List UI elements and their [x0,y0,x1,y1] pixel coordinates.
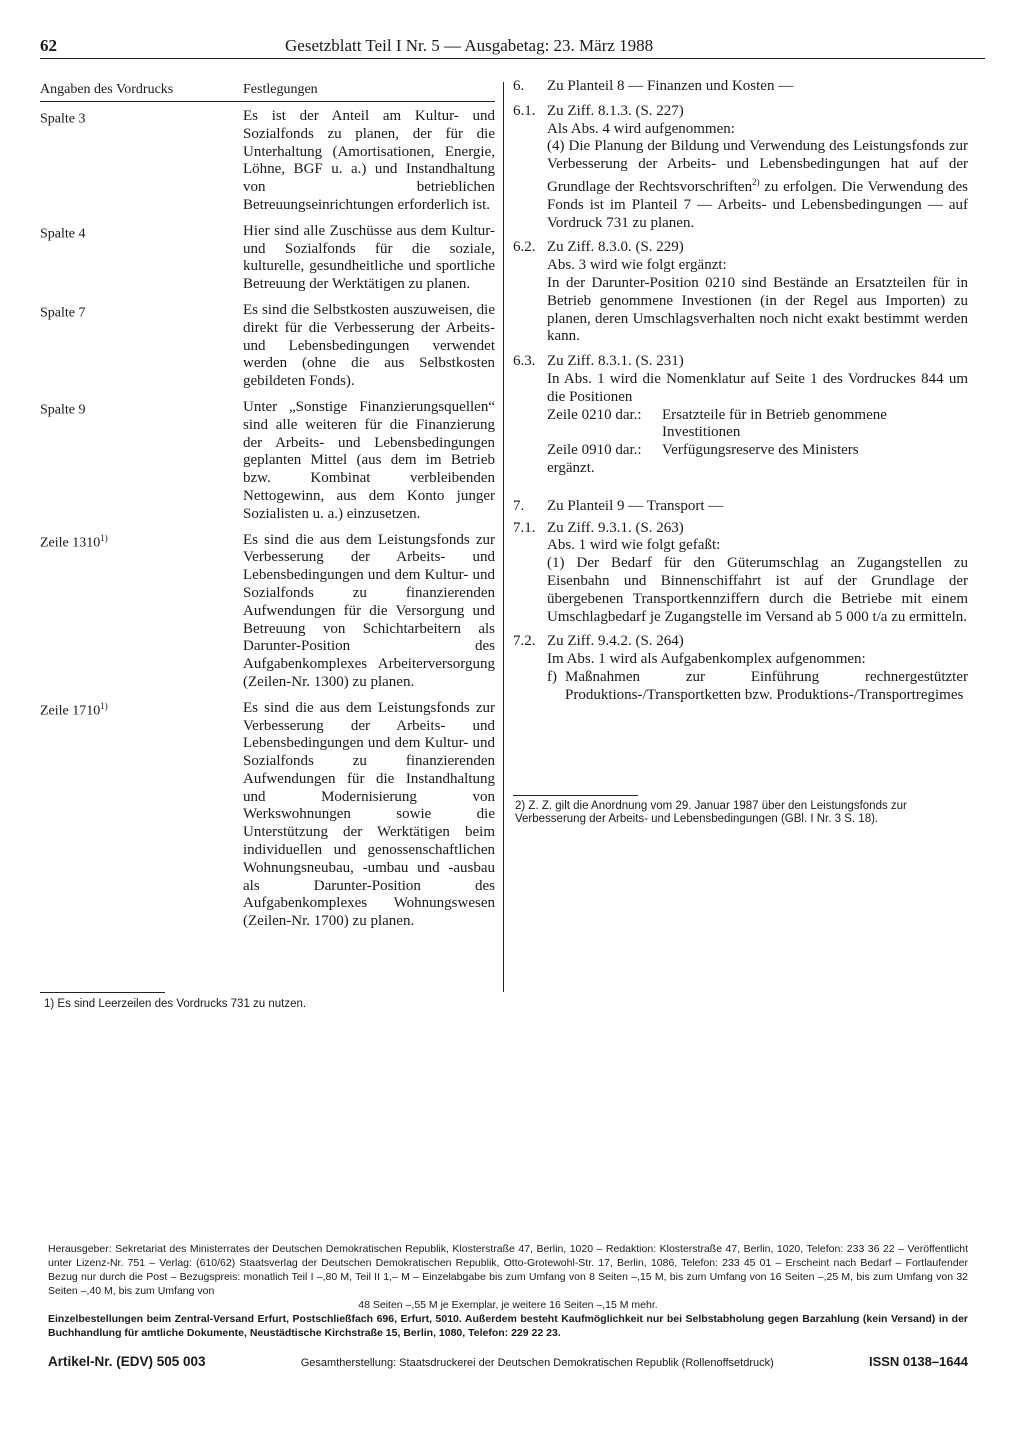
footnote: 1) Es sind Leerzeilen des Vordrucks 731 zu nutzen. [44,998,307,1010]
column-title-festlegungen: Festlegungen [243,82,318,97]
header-rule [40,58,985,59]
footnote-ref: 1) [100,532,108,543]
subsection-heading [513,239,968,257]
row-text: Es sind die aus dem Leistungsfonds zur Verbesserung der Arbeits- und Lebensbedingungen und dem Kultur- und Sozialfonds zu finanzierenden Aufwendungen für die Versorgung und Betreuung von Schichtarbeitern als Darunter-Position des Aufgabenkomplexes Arbeiterversorgung (Zeilen-Nr. 1300) zu planen. [243,531,495,690]
section-number: 6. [513,78,525,94]
table-row [40,223,495,294]
running-head: Gesetzblatt Teil I Nr. 5 — Ausgabetag: 23. März 1988 [285,36,654,55]
section-title: Zu Ziff. 8.1.3. (S. 227) [547,102,684,119]
table-row [40,302,495,391]
subsection-heading [513,103,968,121]
item-key: f) [547,668,557,685]
footnote: 2) Z. Z. gilt die Anordnung vom 29. Januar 1987 über den Leistungsfonds zur Verbesserung der Arbeits- und Lebensbedingungen (GBl. I Nr. 3 S. 18). [515,800,907,825]
imprint-publisher: Herausgeber: Sekretariat des Ministerrates der Deutschen Demokratischen Republik, Klosterstraße 47, Berlin, 1020 – Redaktion: Klosterstraße 47, Berlin, 1020, Telefon: 233 36 22 – Veröffentlicht unter Lizenz-Nr. 751 – Verlag: (610/62) Staatsverlag der Deutschen Demokratischen Republik, Otto-Grotewohl-Str. 17, Berlin, 1086, Telefon: 233 45 01 – Erscheint nach Bedarf – Fortlaufender Bezug nur durch die Post – Bezugspreis: monatlich Teil I –,80 M, Teil II 1,– M – Einzelabgabe bis zum Umfang von 8 Seiten –,15 M, bis zum Umfang von 16 Seiten –,25 M, bis zum Umfang von 32 Seiten –,40 M, bis zum Umfang von [48,1243,968,1297]
article-number: Artikel-Nr. (EDV) 505 003 [48,1354,206,1369]
row-label: Spalte 4 [40,226,86,242]
table-header [40,82,495,102]
paragraph: In der Darunter-Position 0210 sind Bestände an Ersatzteilen für in Betrieb genommene Investionen (in der Regel aus Importen) zu planen, deren Umschlagsverhalten noch nicht exakt bestimmt werden kann. [547,274,968,345]
table-row [40,399,495,524]
printer-info: Gesamtherstellung: Staatsdruckerei der Deutschen Demokratischen Republik (Rollenoffsetdruck) [300,1357,774,1369]
row-text: Es sind die aus dem Leistungsfonds zur Verbesserung der Arbeits- und Lebensbedingungen und dem Kultur- und Sozialfonds zu finanzierenden Aufwendungen für die Instandhaltung und Modernisierung von Werkswohnungen sowie die Unterstützung der Werktätigen beim individuellen und genossenschaftlichen Wohnungsneubau, -umbau und -ausbau als Darunter-Position des Aufgabenkomplexes Wohnungswesen (Zeilen-Nr. 1700) zu planen. [243,699,495,930]
table-row [40,532,495,692]
imprint-publisher-end: 48 Seiten –,55 M je Exemplar, je weitere 16 Seiten –,15 M mehr. [358,1299,658,1311]
row-text: Unter „Sonstige Finanzierungsquellen“ sind alle weiteren für die Finanzierung der Arbeits- und Lebensbedingungen geplanten Mittel (aus dem im Betrieb bzw. Kombinat verbleibenden Nettogewinn, aus dem Konto junger Sozialisten u. a.) einzusetzen. [243,398,495,522]
section-number: 7.2. [513,633,536,650]
paragraph: (4) Die Planung der Bildung und Verwendung des Leistungsfonds zur Verbesserung der Arbeits- und Lebensbedingungen hat auf der Grundlage der Rechtsvorschriften$^{2)}$ zu erfolgen. Die Verwendung des Fonds ist im Planteil 7 — Arbeits- und Lebensbedingungen — auf Vordruck 731 zu planen. [547,138,968,231]
paragraph-intro: Abs. 1 wird wie folgt gefaßt: [547,537,721,554]
paragraph: (1) Der Bedarf für den Güterumschlag an Zugangstellen zu Eisenbahn und Binnenschiffahrt ist auf der Grundlage der übergebenen Transportkennziffern durch die Betriebe mit einem Umschlagbedarf je Zugangstelle im Versand ab 5 000 t/a zu ermitteln. [547,555,968,625]
row-key: Zeile 0910 dar.: [547,442,642,459]
section-title: Zu Planteil 9 — Transport — [547,497,724,514]
imprint [48,1242,968,1340]
section-title: Zu Ziff. 8.3.0. (S. 229) [547,239,684,256]
imprint-footer [48,1354,968,1369]
row-text: Es ist der Anteil am Kultur- und Sozialfonds zu planen, der für die Unterhaltung (Amortisationen, Energie, Löhne, BGF u. a.) und Instandhaltung von betrieblichen Betreuungseinrichtungen erforderlich ist. [243,108,495,213]
section-number: 6.3. [513,353,536,370]
footnote-ref: 1) [100,700,108,711]
row-value: Verfügungsreserve des Ministers [662,442,859,459]
section-heading [513,498,968,516]
section-number: 7. [513,497,525,514]
column-title-vordruck: Angaben des Vordrucks [40,82,174,97]
row-label: Spalte 9 [40,402,86,418]
section-number: 7.1. [513,519,536,536]
paragraph-intro: Abs. 3 wird wie folgt ergänzt: [547,257,727,274]
subsection-heading [513,520,968,538]
issn: ISSN 0138–1644 [868,1354,968,1369]
table-row [40,700,495,931]
footnote-ref: 2) [752,176,760,187]
row-label: Zeile 1710 [40,703,101,719]
section-number: 6.2. [513,239,536,256]
section-title: Zu Ziff. 8.3.1. (S. 231) [547,353,684,370]
row-value: Ersatzteile für in Betrieb genommene Investitionen [662,406,887,441]
list-item [513,407,968,443]
paragraph-end: ergänzt. [547,459,595,476]
imprint-orders: Einzelbestellungen beim Zentral-Versand Erfurt, Postschließfach 696, Erfurt, 5010. Außerdem besteht Kaufmöglichkeit nur bei Selbstabholung gegen Barzahlung (kein Versand) in der Buchhandlung für amtliche Dokumente, Neustädtische Kirchstraße 15, Berlin, 1080, Telefon: 229 22 23. [48,1313,968,1339]
list-item [513,442,968,460]
left-column [40,82,495,939]
section-title: Zu Ziff. 9.4.2. (S. 264) [547,633,684,650]
footnote-rule [40,992,165,993]
section-number: 6.1. [513,102,536,119]
column-divider [503,82,504,992]
row-key: Zeile 0210 dar.: [547,406,642,423]
page-number: 62 [40,36,57,55]
row-label: Zeile 1310 [40,535,101,551]
list-item [513,669,968,705]
table-row [40,108,495,215]
section-heading [513,78,968,96]
paragraph-intro: Im Abs. 1 wird als Aufgabenkomplex aufgenommen: [547,651,866,668]
footnote-rule [513,795,638,796]
paragraph: In Abs. 1 wird die Nomenklatur auf Seite 1 des Vordruckes 844 um die Positionen [547,370,968,405]
paragraph-intro: Als Abs. 4 wird aufgenommen: [547,120,735,137]
row-text: Es sind die Selbstkosten auszuweisen, die direkt für die Verbesserung der Arbeits- und Lebensbedingungen verwendet werden (ohne die aus Selbstkosten gebildeten Fonds). [243,301,495,390]
row-label: Spalte 3 [40,111,86,127]
row-text: Hier sind alle Zuschüsse aus dem Kultur- und Sozialfonds für die soziale, kulturelle, gesundheitliche und sportliche Betreuung der Werktätigen zu planen. [243,222,495,293]
item-text: Maßnahmen zur Einführung rechnergestützter Produktions-/Transportketten bzw. Produktions-/Transportregimes [565,668,968,703]
section-title: Zu Planteil 8 — Finanzen und Kosten — [547,78,794,94]
row-label: Spalte 7 [40,305,86,321]
subsection-heading [513,353,968,371]
subsection-heading [513,633,968,651]
right-column [513,78,968,705]
section-title: Zu Ziff. 9.3.1. (S. 263) [547,519,684,536]
